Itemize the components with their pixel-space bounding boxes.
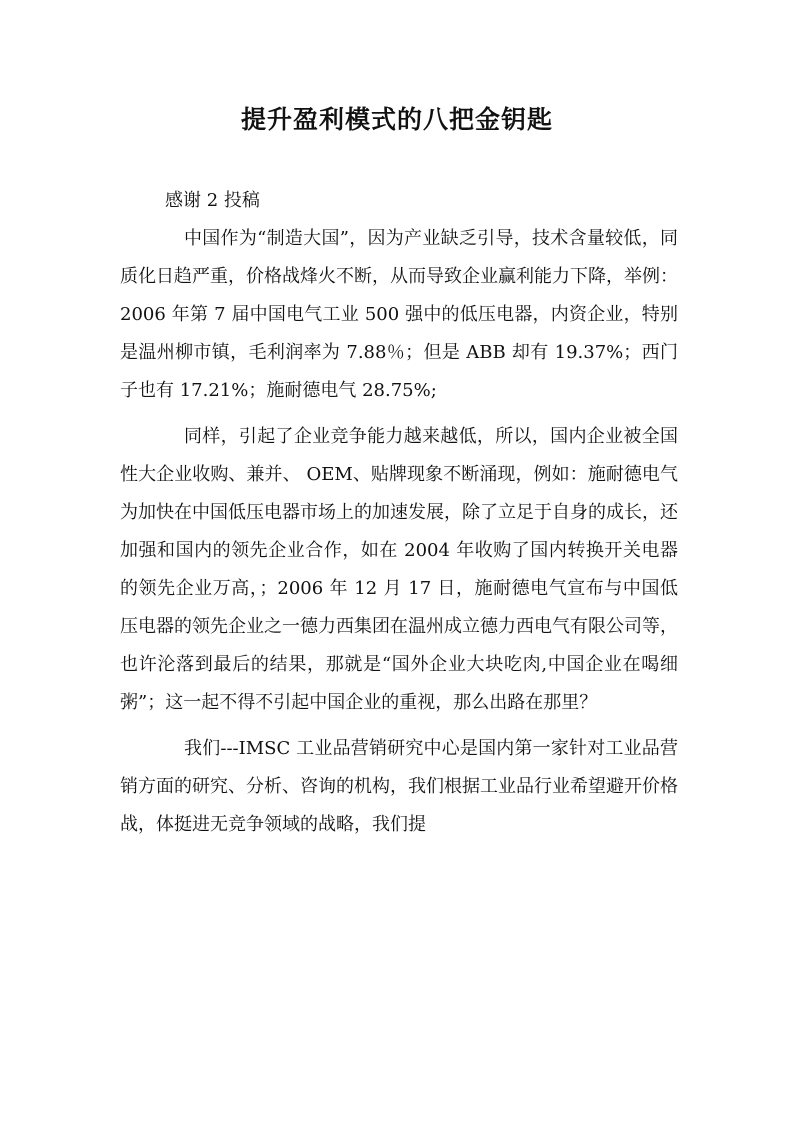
document-body [120,182,678,844]
paragraph-1: 中国作为“制造大国”，因为产业缺乏引导，技术含量较低，同质化日趋严重，价格战烽火不断，从而导致企业赢利能力下降，举例：2006 年第 7 届中国电气工业 500 强中的低压电器，内资企业，特别是温州柳市镇，毛利润率为 7.88％；但是 ABB 却有 19.37%；西门子也有 17.21%；施耐德电气 28.75%; [120,228,678,401]
byline: 感谢 2 投稿 [165,190,260,211]
paragraph-2: 同样，引起了企业竞争能力越来越低，所以，国内企业被全国性大企业收购、兼并、 OEM、贴牌现象不断涌现，例如：施耐德电气为加快在中国低压电器市场上的加速发展，除了立足于自身的成长，还加强和国内的领先企业合作，如在 2004 年收购了国内转换开关电器的领先企业万高，；2006 年 12 月 17 日，施耐德电气宣布与中国低压电器的领先企业之一德力西集团在温州成立德力西电气有限公司等，也许沦落到最后的结果，那就是“国外企业大块吃肉,中国企业在喝细粥”；这一起不得不引起中国企业的重视，那么出路在那里？ [120,426,678,713]
page-title: 提升盈利模式的八把金钥匙 [240,105,553,134]
paragraph-3: 我们---IMSC 工业品营销研究中心是国内第一家针对工业品营销方面的研究、分析、咨询的机构，我们根据工业品行业希望避开价格战，体挺进无竞争领域的战略，我们提 [120,738,678,835]
